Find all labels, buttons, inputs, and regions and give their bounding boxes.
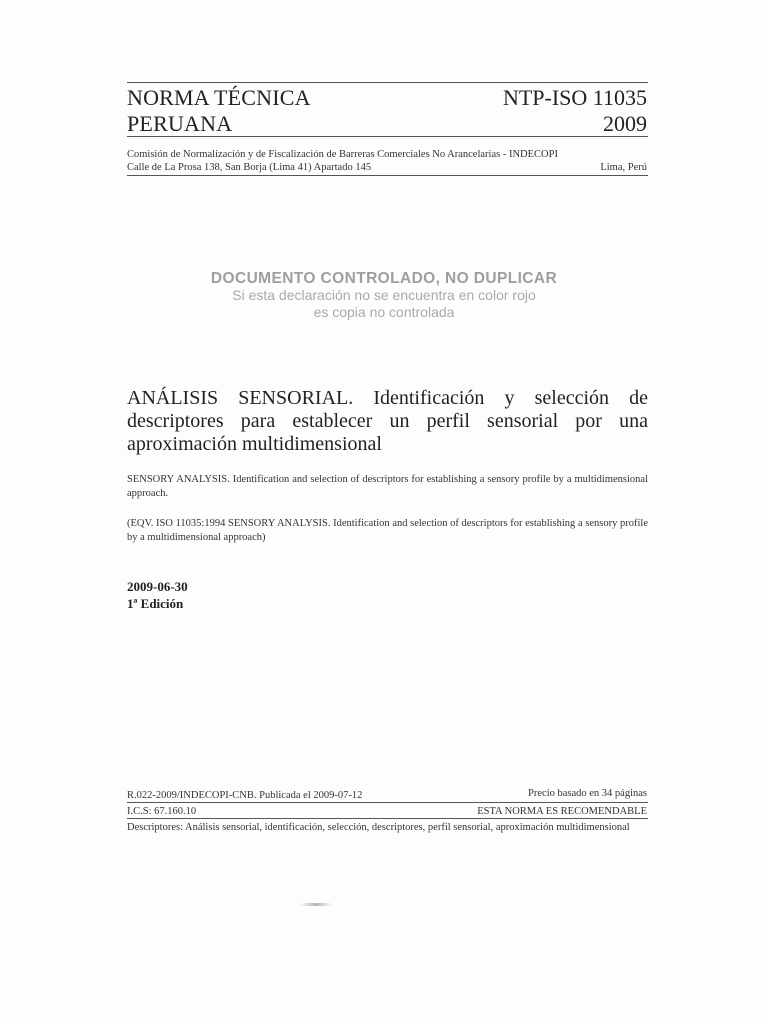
edition-block: [127, 578, 188, 612]
watermark-line-1: DOCUMENTO CONTROLADO, NO DUPLICAR: [210, 270, 558, 287]
descriptors-keywords: Descriptores: Análisis sensorial, identificación, selección, descriptores, perfil sensorial, aproximación multidimensional: [127, 822, 630, 833]
organization-commission: Comisión de Normalización y de Fiscalización de Barreras Comerciales No Arancelarias - INDECOPI: [127, 149, 558, 160]
standard-code-block: [503, 85, 647, 137]
standard-year: 2009: [603, 111, 647, 136]
scan-smudge: [300, 903, 332, 906]
watermark-line-3: es copia no controlada: [313, 304, 455, 320]
norma-title-line1: NORMA TÉCNICA: [127, 85, 311, 110]
edition-number: 1ª Edición: [127, 596, 184, 611]
norma-title-line2: PERUANA: [127, 111, 233, 136]
resolution-reference: R.022-2009/INDECOPI-CNB. Publicada el 2009-07-12: [127, 790, 363, 801]
approval-date: 2009-06-30: [127, 579, 188, 594]
organization-address: Calle de La Prosa 138, San Borja (Lima 41) Apartado 145: [127, 162, 372, 173]
page-count-price: Precio basado en 34 páginas: [528, 788, 647, 799]
document-title-english: SENSORY ANALYSIS. Identification and selection of descriptors for establishing a sensory profile by a multidimensional approach.: [127, 474, 648, 499]
standard-code: NTP-ISO 11035: [502, 85, 647, 110]
ics-classification: I.C.S: 67.160.10: [127, 806, 197, 817]
iso-equivalence-note: (EQV. ISO 11035:1994 SENSORY ANALYSIS. Identification and selection of descriptors for establishing a sensory profile by a multidimensional approach): [127, 518, 648, 543]
organization-rule: [127, 175, 648, 176]
controlled-document-watermark: [0, 270, 768, 321]
document-title-spanish: ANÁLISIS SENSORIAL. Identificación y selección de descriptores para establecer un perfil sensorial por una aproximación multidimensional: [127, 387, 648, 455]
footer-rule: [127, 802, 648, 803]
organization-city: Lima, Perú: [600, 162, 647, 173]
norma-tecnica-title: [127, 85, 311, 137]
watermark-line-2: Si esta declaración no se encuentra en color rojo: [232, 287, 536, 303]
footer-rule-2: [127, 818, 648, 819]
header-top-rule: [127, 82, 648, 83]
recommendation-status: ESTA NORMA ES RECOMENDABLE: [477, 806, 647, 817]
header-bottom-rule: [127, 136, 648, 137]
